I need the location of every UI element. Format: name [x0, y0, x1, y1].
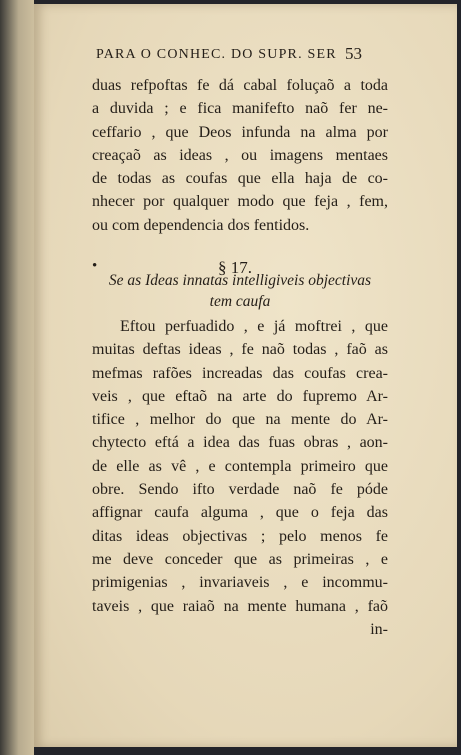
text-line: Eftou perfuadido , e já moftrei , que: [120, 318, 388, 335]
text-line: mefmas rafões increadas das coufas crea-: [92, 364, 388, 382]
text-line: de todas as coufas que ella haja de co-: [92, 170, 388, 188]
text-line: obre. Sendo ifto verdade naõ fe póde: [92, 481, 388, 499]
text-line: nhecer por qualquer modo que feja , fem,: [92, 193, 388, 211]
text-line: primigenias , invariaveis , e incommu-: [92, 574, 388, 592]
text-line: veis , que eftaõ na arte do fupremo Ar-: [92, 387, 388, 405]
text-line: a duvida ; e fica manifefto naõ fer ne-: [92, 100, 388, 118]
text-line: taveis , que raiaõ na mente humana , faõ: [92, 597, 388, 615]
section-heading: [92, 270, 388, 312]
text-line: ceffario , que Deos infunda na alma por: [92, 123, 388, 141]
section-heading-line: Se as Ideas innatas intelligiveis objectivas: [108, 272, 372, 289]
book-gutter: [0, 0, 34, 755]
paragraph-2: [92, 315, 388, 641]
text-line: ou com dependencia dos fentidos.: [92, 216, 310, 234]
text-line: tifice , melhor do que na mente do Ar-: [92, 411, 388, 429]
section-heading-line: tem caufa: [209, 293, 271, 310]
text-line: chytecto eftá a idea das fuas obras , aon-: [92, 434, 388, 452]
paragraph-1: [92, 74, 388, 237]
text-line: de elle as vê , e contempla primeiro que: [92, 457, 388, 475]
text-line: affignar caufa alguma , que o feja das: [92, 504, 388, 522]
text-line: me deve conceder que as primeiras , e: [92, 550, 388, 568]
text-line: in-: [370, 620, 388, 638]
text-line: muitas deftas ideas , fe naõ todas , faõ as: [92, 341, 388, 359]
running-title: PARA O CONHEC. DO SUPR. SER: [96, 47, 337, 62]
text-line: creaçaõ as ideas , ou imagens mentaes: [92, 146, 388, 164]
page-number: 53: [345, 44, 362, 63]
section-number: § 17.: [218, 258, 252, 277]
section-bullet: •: [92, 258, 98, 274]
text-line: duas refpoftas fe dá cabal foluçaõ a toda: [92, 77, 388, 94]
text-line: ditas ideas objectivas ; pelo menos fe: [92, 527, 388, 545]
